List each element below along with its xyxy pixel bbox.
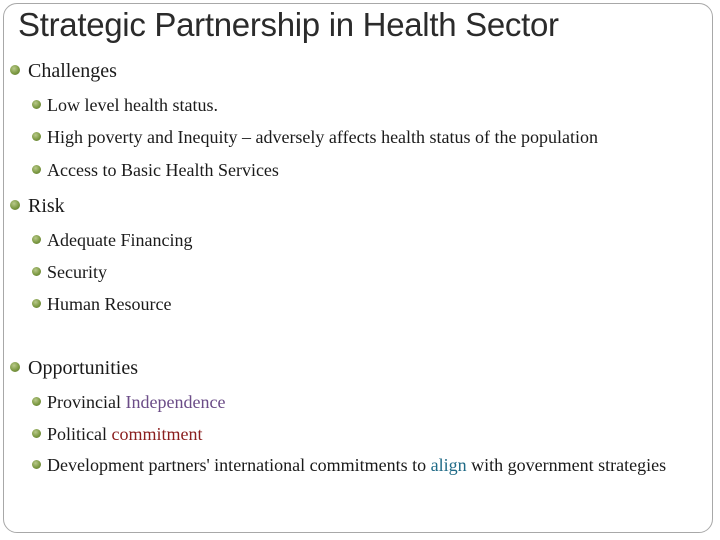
list-item xyxy=(32,95,218,116)
list-item xyxy=(32,127,598,148)
highlight-commitment: commitment xyxy=(111,424,203,444)
list-item-text xyxy=(32,451,666,480)
section-heading-text: Risk xyxy=(28,195,65,217)
bullet-icon xyxy=(10,65,20,75)
highlight-independence: Independence xyxy=(125,392,226,412)
highlight-align: align xyxy=(430,455,467,475)
list-item-text: Security xyxy=(47,262,107,282)
section-heading-challenges xyxy=(10,60,117,83)
section-heading-opportunities xyxy=(10,357,138,380)
section-heading-risk xyxy=(10,195,65,218)
bullet-icon xyxy=(32,100,41,109)
list-item xyxy=(32,262,107,283)
list-item-text: High poverty and Inequity – adversely affects health status of the population xyxy=(47,127,599,147)
list-item xyxy=(32,160,279,181)
text-plain: Development partners' international commitments to xyxy=(47,455,431,475)
list-item xyxy=(32,230,192,251)
list-item-text: Low level health status. xyxy=(47,95,218,115)
bullet-icon xyxy=(32,397,41,406)
list-item xyxy=(32,424,202,445)
text-plain: with government strategies xyxy=(466,455,667,475)
bullet-icon xyxy=(32,299,41,308)
bullet-icon xyxy=(32,267,41,276)
bullet-icon xyxy=(32,132,41,141)
bullet-icon xyxy=(32,429,41,438)
bullet-icon xyxy=(32,235,41,244)
section-heading-text: Opportunities xyxy=(28,357,138,379)
bullet-icon xyxy=(10,200,20,210)
slide-title: Strategic Partnership in Health Sector xyxy=(18,6,559,43)
text-plain: Provincial xyxy=(47,392,126,412)
bullet-icon xyxy=(10,362,20,372)
list-item-text: Adequate Financing xyxy=(47,230,193,250)
bullet-icon xyxy=(32,165,41,174)
section-heading-text: Challenges xyxy=(28,60,117,82)
list-item xyxy=(32,451,702,480)
list-item-text: Access to Basic Health Services xyxy=(47,160,279,180)
list-item xyxy=(32,392,225,413)
bullet-icon xyxy=(32,460,41,469)
list-item-text: Human Resource xyxy=(47,294,172,314)
list-item-text xyxy=(47,424,202,445)
list-item xyxy=(32,294,171,315)
list-item-text xyxy=(47,392,225,413)
text-plain: Political xyxy=(47,424,112,444)
